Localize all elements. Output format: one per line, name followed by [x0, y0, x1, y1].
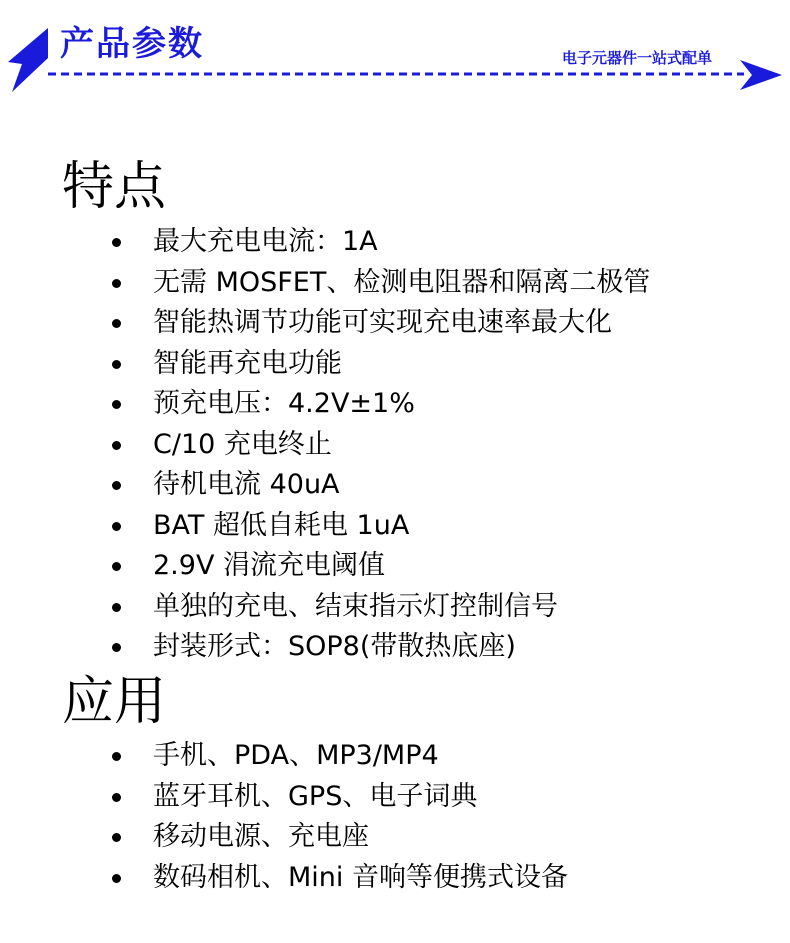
bullet-icon: [112, 279, 121, 288]
bullet-icon: [112, 562, 121, 571]
feature-text: 智能热调节功能可实现充电速率最大化: [153, 307, 612, 338]
right-arrow-icon: [740, 60, 782, 90]
bullet-icon: [112, 643, 121, 652]
bullet-icon: [112, 874, 121, 883]
feature-text: 预充电压：4.2V±1%: [153, 388, 415, 419]
feature-text: 单独的充电、结束指示灯控制信号: [153, 590, 558, 622]
feature-text: 待机电流 40uA: [153, 469, 340, 500]
section-banner: [0, 0, 790, 110]
bullet-icon: [112, 833, 121, 842]
feature-text: BAT 超低自耗电 1uA: [153, 509, 410, 541]
bullet-icon: [112, 238, 121, 247]
bullet-icon: [112, 400, 121, 409]
application-text: 蓝牙耳机、GPS、电子词典: [153, 780, 478, 812]
applications-heading: 应用: [62, 672, 167, 732]
bullet-icon: [112, 603, 121, 612]
banner-title: 产品参数: [60, 24, 204, 64]
application-text: 移动电源、充电座: [153, 821, 369, 852]
feature-text: 最大充电电流：1A: [153, 226, 378, 257]
left-arrow-icon: [8, 28, 48, 92]
application-text: 手机、PDA、MP3/MP4: [153, 740, 439, 771]
feature-text: 智能再充电功能: [153, 347, 342, 379]
feature-text: 无需 MOSFET、检测电阻器和隔离二极管: [153, 266, 651, 298]
banner-tagline: 电子元器件一站式配单: [562, 49, 713, 67]
bullet-icon: [112, 481, 121, 490]
bullet-icon: [112, 522, 121, 531]
bullet-icon: [112, 441, 121, 450]
bullet-icon: [112, 793, 121, 802]
features-heading: 特点: [62, 157, 167, 217]
feature-text: C/10 充电终止: [153, 428, 332, 460]
bullet-icon: [112, 319, 121, 328]
bullet-icon: [112, 752, 121, 761]
bullet-icon: [112, 360, 121, 369]
feature-text: 封装形式：SOP8(带散热底座): [153, 631, 516, 662]
feature-text: 2.9V 涓流充电阈值: [153, 550, 385, 581]
application-text: 数码相机、Mini 音响等便携式设备: [153, 861, 568, 893]
